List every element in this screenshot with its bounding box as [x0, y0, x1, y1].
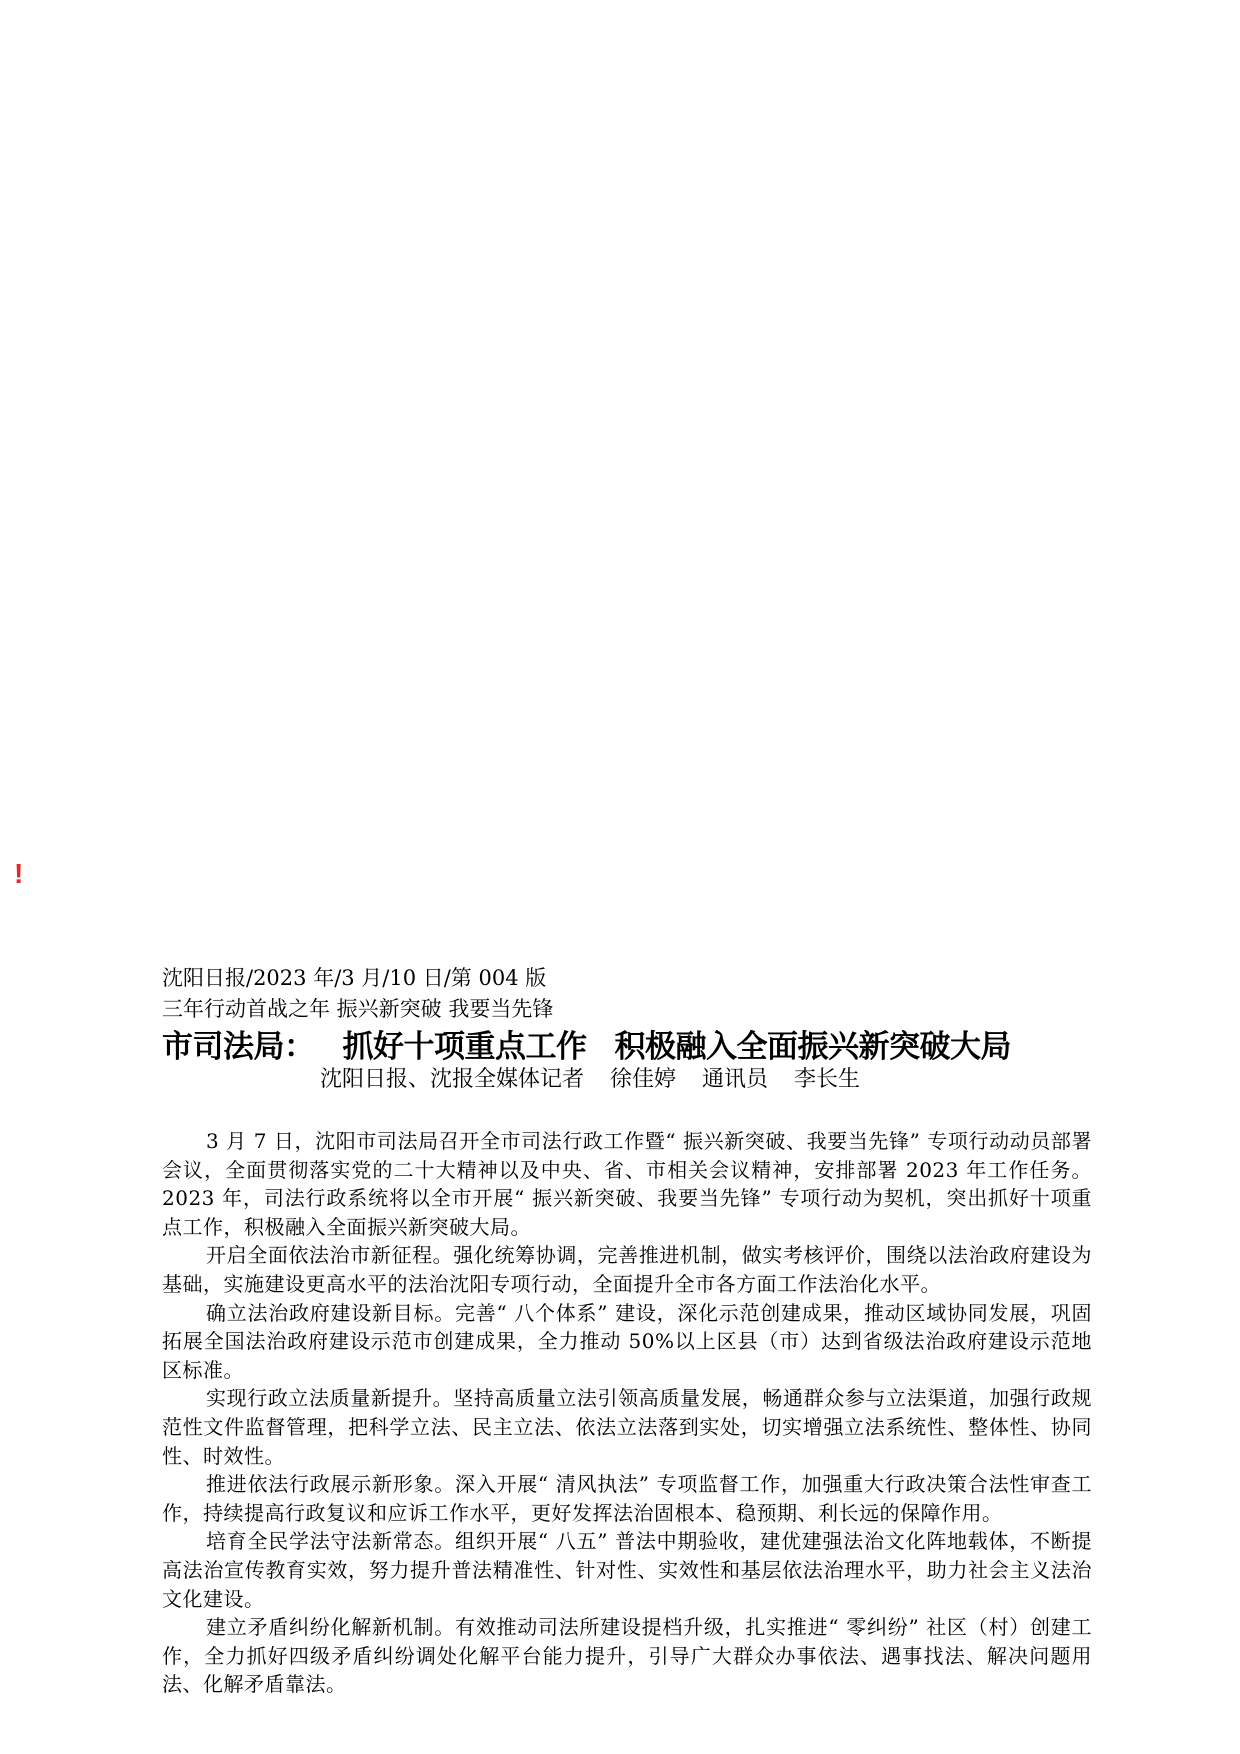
byline-org: 沈阳日报、沈报全媒体记者: [320, 1067, 585, 1092]
source-line: 沈阳日报/2023 年/3 月/10 日/第 004 版: [162, 966, 547, 990]
paragraph-legislation-quality: 实现行政立法质量新提升。坚持高质量立法引领高质量发展，畅通群众参与立法渠道，加强行政规范性文件监督管理，把科学立法、民主立法、依法立法落到实处，切实增强立法系统性、整体性、协同性、时效性。: [162, 1386, 1092, 1468]
byline-correspondent: 李长生: [794, 1067, 861, 1092]
headline-part-1: 市司法局：: [162, 1029, 315, 1065]
alert-mark: !: [14, 858, 24, 889]
byline: [162, 1066, 1092, 1094]
article: [162, 963, 1092, 1699]
headline: [162, 1028, 1092, 1066]
headline-part-3: 积极融入全面振兴新突破大局: [614, 1029, 1011, 1065]
headline-part-2: 抓好十项重点工作: [342, 1029, 587, 1065]
paragraph-administration: 推进依法行政展示新形象。深入开展“ 清风执法” 专项监督工作，加强重大行政决策合法性审查工作，持续提高行政复议和应诉工作水平，更好发挥法治固根本、稳预期、利长远的保障作用。: [162, 1472, 1092, 1525]
paragraph-lead: 3 月 7 日，沈阳市司法局召开全市司法行政工作暨“ 振兴新突破、我要当先锋” 专项行动动员部署会议，全面贯彻落实党的二十大精神以及中央、省、市相关会议精神，安排部署 2023 年工作任务。2023 年，司法行政系统将以全市开展“ 振兴新突破、我要当先锋” 专项行动为契机，突出抓好十项重点工作，积极融入全面振兴新突破大局。: [162, 1129, 1092, 1239]
article-body: [162, 1127, 1092, 1699]
column-line: 三年行动首战之年 振兴新突破 我要当先锋: [162, 997, 554, 1021]
paragraph-rule-of-law-city: 开启全面依法治市新征程。强化统筹协调，完善推进机制，做实考核评价，围绕以法治政府建设为基础，实施建设更高水平的法治沈阳专项行动，全面提升全市各方面工作法治化水平。: [162, 1243, 1092, 1296]
paragraph-dispute-resolution: 建立矛盾纠纷化解新机制。有效推动司法所建设提档升级，扎实推进“ 零纠纷” 社区（村）创建工作，全力抓好四级矛盾纠纷调处化解平台能力提升，引导广大群众办事依法、遇事找法、解决问题用法、化解矛盾靠法。: [162, 1615, 1092, 1697]
byline-reporter: 徐佳婷: [610, 1067, 677, 1092]
byline-role: 通讯员: [702, 1067, 769, 1092]
paragraph-government-goals: 确立法治政府建设新目标。完善“ 八个体系” 建设，深化示范创建成果，推动区域协同发展，巩固拓展全国法治政府建设示范市创建成果，全力推动 50%以上区县（市）达到省级法治政府建设示范地区标准。: [162, 1300, 1092, 1382]
paragraph-legal-education: 培育全民学法守法新常态。组织开展“ 八五” 普法中期验收，建优建强法治文化阵地载体，不断提高法治宣传教育实效，努力提升普法精准性、针对性、实效性和基层依法治理水平，助力社会主义法治文化建设。: [162, 1529, 1092, 1611]
